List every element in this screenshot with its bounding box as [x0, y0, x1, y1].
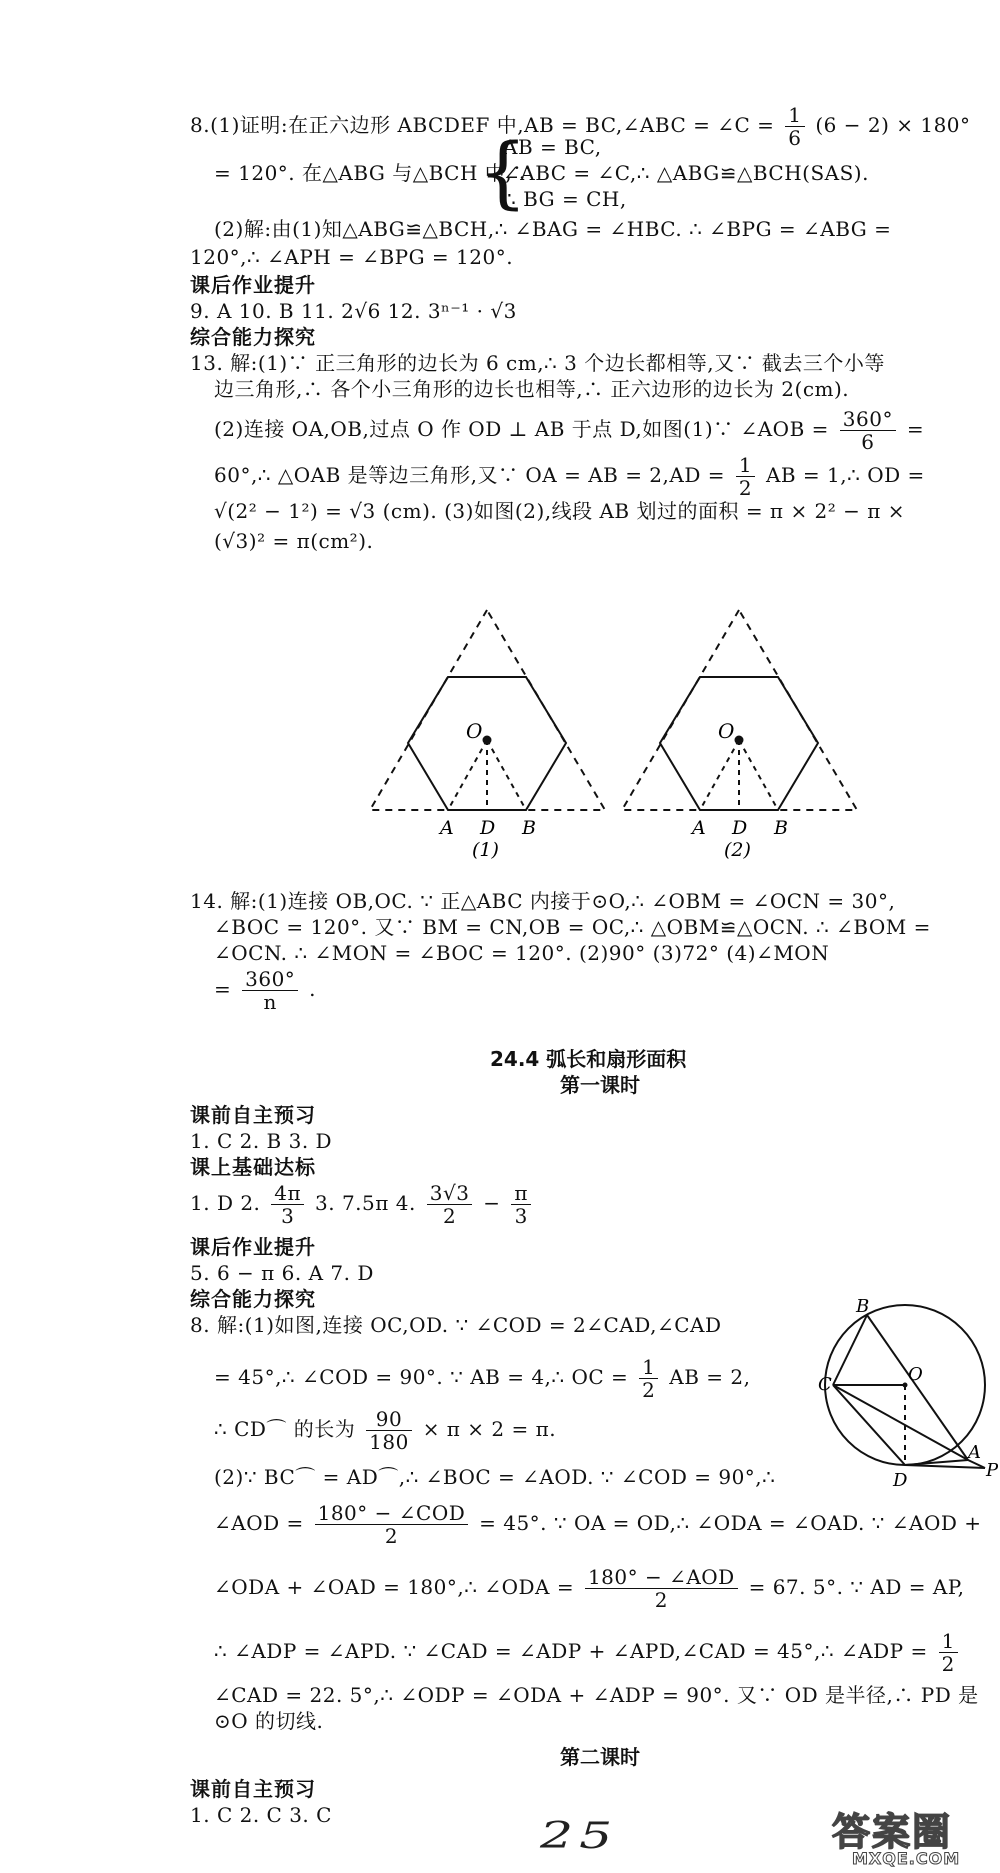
- figure-2: [622, 610, 857, 810]
- q8-line1: 8. 解:(1)如图,连接 OC,OD. ∵ ∠COD = 2∠CAD,∠CAD: [190, 1313, 722, 1337]
- answers-pre-1: 1. C 2. B 3. D: [190, 1129, 333, 1153]
- fraction: $\frac{3√3}{2}$: [427, 1182, 473, 1227]
- center-point: [484, 737, 491, 744]
- heading-pre-class-1: 课前自主预习: [190, 1103, 316, 1127]
- p8-brace-line1: AB = BC,: [503, 135, 602, 159]
- label-p: P: [986, 1460, 999, 1481]
- heading-comprehensive-1: 综合能力探究: [190, 325, 316, 349]
- segment-oa: [448, 740, 487, 810]
- label-o: O: [718, 719, 735, 743]
- q8-line3: ∴ CD⌒ 的长为 $\frac{90}{180}$ × π × 2 = π.: [214, 1407, 557, 1454]
- q8-line4: (2)∵ BC⌒ = AD⌒,∴ ∠BOC = ∠AOD. ∵ ∠COD = 90°,∴: [214, 1465, 776, 1489]
- p8-line4: 120°,∴ ∠APH = ∠BPG = 120°.: [190, 245, 514, 269]
- fraction: $\frac{360^\circ}{n}$: [242, 968, 298, 1013]
- p8-line1: 8.(1)证明:在正六边形 ABCDEF 中,AB = BC,∠ABC = ∠C = $\frac{1}{6}$ (6 − 2) × 180°: [190, 103, 971, 150]
- label-a: A: [692, 817, 706, 839]
- q8-line8: ∠CAD = 22. 5°,∴ ∠ODP = ∠ODA + ∠ADP = 90°. 又∵ OD 是半径,∴ PD 是: [214, 1683, 979, 1707]
- watermark-logo: 答案圈: [832, 1810, 953, 1854]
- tangent-dp: [905, 1465, 985, 1468]
- fraction: $\frac{\pi}{3}$: [511, 1182, 531, 1227]
- segment-ob: [487, 740, 526, 810]
- q8-line9: ⊙O 的切线.: [214, 1709, 324, 1733]
- watermark-url: MXQE.COM: [852, 1849, 961, 1868]
- fraction: 180° − ∠AOD 2: [585, 1566, 738, 1611]
- center-point: [903, 1383, 908, 1388]
- p13-line6: (√3)² = π(cm²).: [214, 529, 374, 553]
- lesson-1-title: 第一课时: [560, 1073, 640, 1097]
- label-o: O: [466, 719, 483, 743]
- answers-after-2: 5. 6 − π 6. A 7. D: [190, 1261, 374, 1285]
- segment-oa: [700, 740, 739, 810]
- p13-line4: 60°,∴ △OAB 是等边三角形,又∵ OA = AB = 2,AD = $\frac{1}{2}$ AB = 1,∴ OD =: [214, 453, 925, 500]
- label-a: A: [968, 1442, 981, 1463]
- q8-line2: = 45°,∴ ∠COD = 90°. ∵ AB = 4,∴ OC = $\frac{1}{2}$ AB = 2,: [214, 1355, 751, 1402]
- chord-cd: [833, 1385, 905, 1465]
- label-a: A: [440, 817, 454, 839]
- figure-1: [370, 610, 605, 810]
- section-title: 24.4 弧长和扇形面积: [490, 1047, 687, 1071]
- heading-pre-class-2: 课前自主预习: [190, 1777, 316, 1801]
- hexagon-figures: [360, 600, 1000, 870]
- fraction: $\frac{1}{2}$: [736, 454, 755, 499]
- p8-line2: = 120°. 在△ABG 与△BCH 中,∵: [214, 161, 533, 185]
- handwritten-page-number: 25: [540, 1815, 619, 1858]
- center-point: [736, 737, 743, 744]
- fraction: $\frac{1}{2}$: [939, 1630, 958, 1675]
- p14-line4: = $\frac{360^\circ}{n}$ .: [214, 967, 317, 1014]
- fraction: $\frac{1}{2}$: [639, 1356, 658, 1401]
- q8-line6: ∠ODA + ∠OAD = 180°,∴ ∠ODA = 180° − ∠AOD 2 = 67. 5°. ∵ AD = AP,: [214, 1565, 965, 1612]
- p8-line3: (2)解:由(1)知△ABG≌△BCH,∴ ∠BAG = ∠HBC. ∴ ∠BPG = ∠ABG =: [214, 217, 892, 241]
- label-d: D: [732, 817, 748, 839]
- p13-line5: √(2² − 1²) = √3 (cm). (3)如图(2),线段 AB 划过的面积 = π × 2² − π ×: [214, 499, 906, 523]
- fraction: $\frac{90}{180}$: [366, 1408, 412, 1453]
- p8-brace-line2: ∠ABC = ∠C,∴ △ABG≌△BCH(SAS).: [503, 161, 869, 185]
- heading-in-class-1: 课上基础达标: [190, 1155, 316, 1179]
- p14-line2: ∠BOC = 120°. 又∵ BM = CN,OB = OC,∴ △OBM≌△OCN. ∴ ∠BOM =: [214, 915, 931, 939]
- fraction: $\frac{360^\circ}{6}$: [840, 408, 896, 453]
- figure-caption-1: (1): [472, 839, 499, 861]
- fraction: 180° − ∠COD 2: [315, 1502, 469, 1547]
- segment-ob: [739, 740, 778, 810]
- label-b: B: [856, 1296, 870, 1317]
- label-b: B: [774, 817, 788, 839]
- chord-da: [905, 1460, 968, 1465]
- p8-brace: {: [478, 128, 528, 218]
- p13-line1: 13. 解:(1)∵ 正三角形的边长为 6 cm,∴ 3 个边长都相等,又∵ 截去三个小等: [190, 351, 885, 375]
- lesson-2-title: 第二课时: [560, 1745, 640, 1769]
- chord-ca: [833, 1385, 968, 1460]
- answers-9-12: 9. A 10. B 11. 2√6 12. 3ⁿ⁻¹ · √3: [190, 299, 517, 323]
- fraction: $\frac{4\pi}{3}$: [271, 1182, 304, 1227]
- answers-pre-2: 1. C 2. C 3. C: [190, 1803, 332, 1827]
- label-c: C: [818, 1374, 832, 1395]
- p14-line1: 14. 解:(1)连接 OB,OC. ∵ 正△ABC 内接于⊙O,∴ ∠OBM = ∠OCN = 30°,: [190, 889, 896, 913]
- q8-line7: ∴ ∠ADP = ∠APD. ∵ ∠CAD = ∠ADP + ∠APD,∠CAD = 45°,∴ ∠ADP = $\frac{1}{2}$: [214, 1630, 962, 1675]
- label-d: D: [893, 1470, 908, 1490]
- p13-line2: 边三角形,∴ 各个小三角形的边长也相等,∴ 正六边形的边长为 2(cm).: [214, 377, 850, 401]
- heading-after-class-1: 课后作业提升: [190, 273, 316, 297]
- label-o: O: [908, 1364, 923, 1385]
- circle-figure: [790, 1290, 1000, 1490]
- p8-brace-line3: ∴ BG = CH,: [503, 187, 627, 211]
- heading-comprehensive-2: 综合能力探究: [190, 1287, 316, 1311]
- p13-line3: (2)连接 OA,OB,过点 O 作 OD ⊥ AB 于点 D,如图(1)∵ ∠AOB = $\frac{360^\circ}{6}$ =: [214, 407, 925, 454]
- q8-line5: ∠AOD = 180° − ∠COD 2 = 45°. ∵ OA = OD,∴ ∠ODA = ∠OAD. ∵ ∠AOD +: [214, 1501, 982, 1548]
- heading-after-class-2: 课后作业提升: [190, 1235, 316, 1259]
- p14-line3: ∠OCN. ∴ ∠MON = ∠BOC = 120°. (2)90° (3)72° (4)∠MON: [214, 941, 830, 965]
- chord-bc: [833, 1315, 867, 1385]
- answers-in-class-1: 1. D 2. $\frac{4\pi}{3}$ 3. 7.5π 4. $\frac{3√3}{2}$ − $\frac{\pi}{3}$: [190, 1182, 535, 1227]
- label-b: B: [522, 817, 536, 839]
- fraction: $\frac{1}{6}$: [785, 104, 804, 149]
- label-d: D: [480, 817, 496, 839]
- figure-caption-2: (2): [724, 839, 751, 861]
